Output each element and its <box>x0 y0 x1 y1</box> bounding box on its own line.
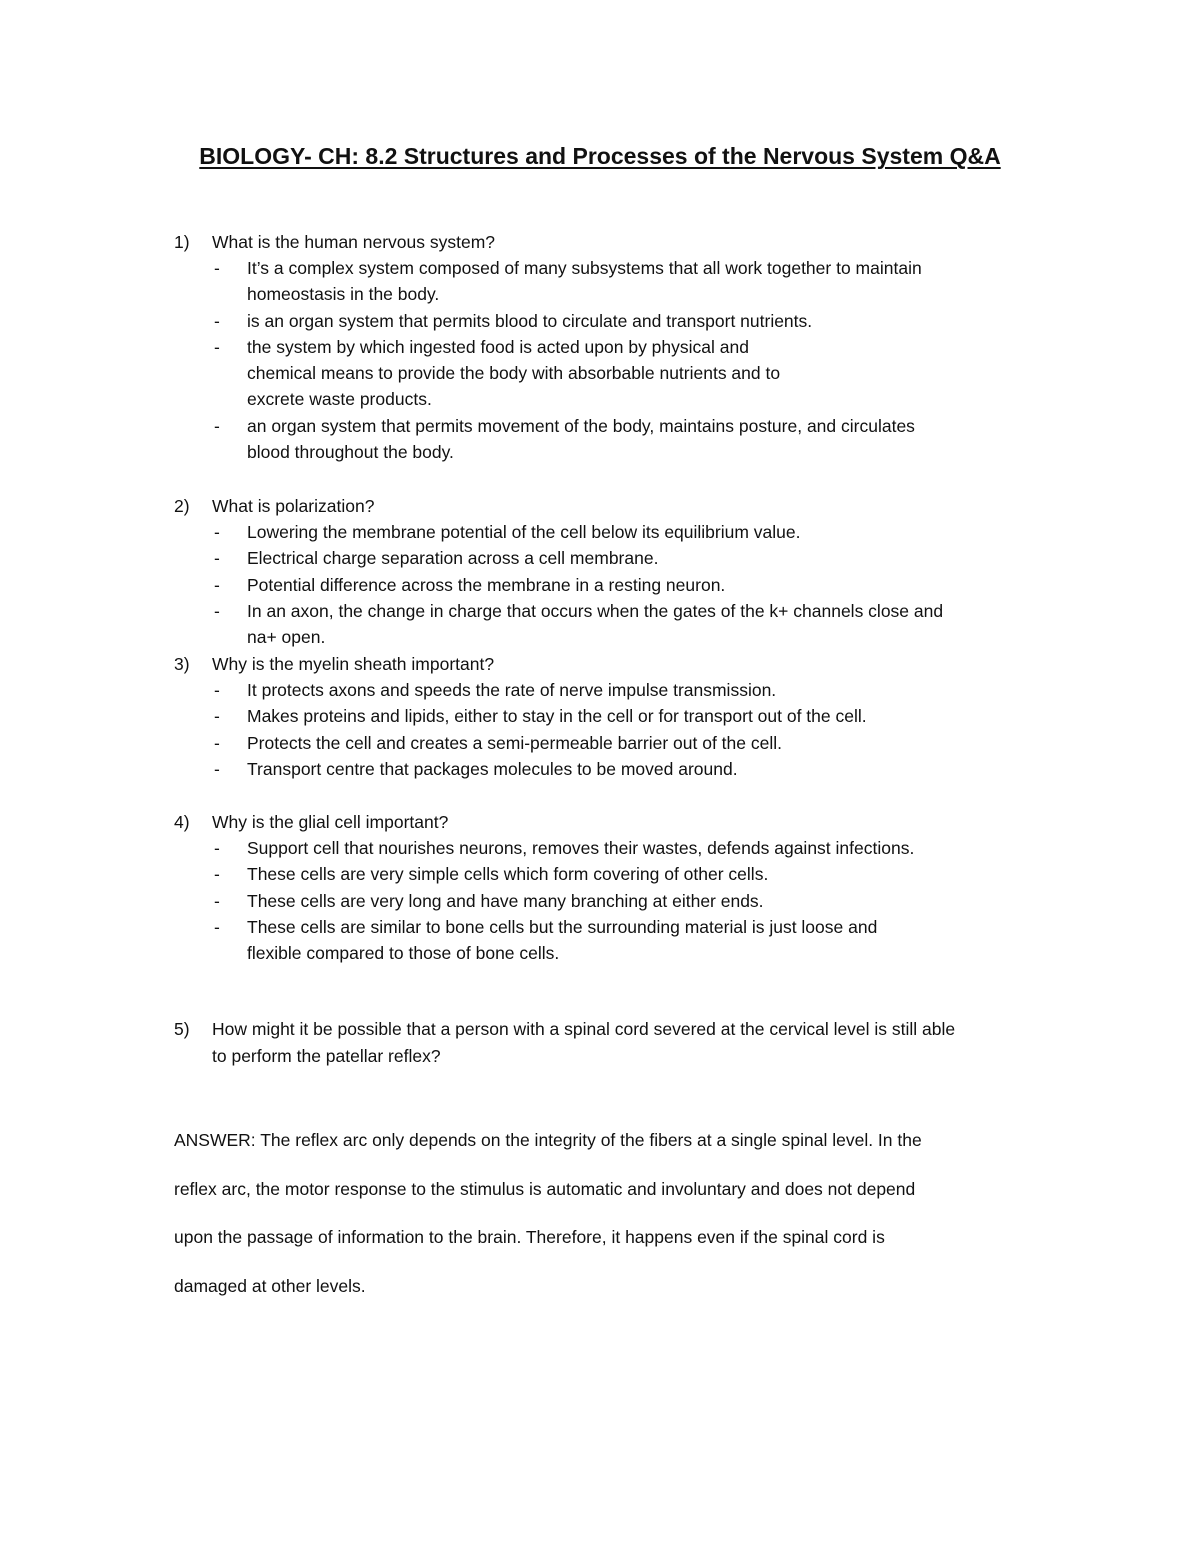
question-text: What is polarization? <box>212 496 375 516</box>
bullet-dash: - <box>214 600 220 621</box>
bullet-dash: - <box>214 522 220 542</box>
question-number: 4) <box>174 812 190 832</box>
answer-text: In an axon, the change in charge that occurs when the gates of the k+ channels close and <box>247 600 944 621</box>
answer-text: blood throughout the body. <box>247 442 454 463</box>
answer-text: Makes proteins and lipids, either to stay in the cell or for transport out of the cell. <box>247 706 867 727</box>
bullet-dash: - <box>214 732 220 753</box>
bullet-dash: - <box>214 864 220 885</box>
answer-text: It’s a complex system composed of many subsystems that all work together to maintain <box>247 258 922 278</box>
answer-option <box>212 519 943 545</box>
answer-line: reflex arc, the motor response to the stimulus is automatic and involuntary and does not depend <box>174 1178 916 1199</box>
answer-text: Electrical charge separation across a cell membrane. <box>247 548 659 569</box>
question-text: Why is the glial cell important? <box>212 812 449 832</box>
answer-option <box>212 545 943 571</box>
answer-paragraph <box>174 1116 1054 1310</box>
page-title: BIOLOGY- CH: 8.2 Structures and Processes of the Nervous System Q&A <box>199 143 1001 169</box>
answer-text: the system by which ingested food is acted upon by physical and <box>247 336 749 357</box>
answer-option <box>212 255 922 308</box>
answer-option <box>212 888 914 914</box>
question-text-line: How might it be possible that a person with a spinal cord severed at the cervical level is still able <box>212 1019 956 1039</box>
bullet-dash: - <box>214 706 220 727</box>
answer-option <box>212 598 943 651</box>
question-number: 2) <box>174 496 190 516</box>
answer-text: It protects axons and speeds the rate of nerve impulse transmission. <box>247 680 777 700</box>
question-text-line: to perform the patellar reflex? <box>212 1046 441 1066</box>
bullet-dash: - <box>214 838 220 858</box>
answer-option <box>212 572 943 598</box>
answer-option <box>212 334 922 413</box>
answer-list <box>212 255 922 465</box>
answer-text: Potential difference across the membrane in a resting neuron. <box>247 574 726 595</box>
answer-text: These cells are very long and have many branching at either ends. <box>247 890 764 911</box>
bullet-dash: - <box>214 415 220 436</box>
answer-option <box>212 835 914 861</box>
bullet-dash: - <box>214 258 220 278</box>
answer-text: excrete waste products. <box>247 389 432 410</box>
answer-option <box>212 756 867 782</box>
bullet-dash: - <box>214 548 220 569</box>
answer-text: These cells are similar to bone cells but the surrounding material is just loose and <box>247 916 878 937</box>
answer-option <box>212 413 922 466</box>
answer-list <box>212 677 867 782</box>
question-number: 1) <box>174 232 190 252</box>
answer-line: ANSWER: The reflex arc only depends on the integrity of the fibers at a single spinal level. In the <box>174 1130 922 1150</box>
bullet-dash: - <box>214 680 220 700</box>
answer-list <box>212 835 914 966</box>
bullet-dash: - <box>214 758 220 779</box>
answer-text: is an organ system that permits blood to circulate and transport nutrients. <box>247 310 813 331</box>
answer-text: Protects the cell and creates a semi-permeable barrier out of the cell. <box>247 732 782 753</box>
answer-text: na+ open. <box>247 627 326 648</box>
question-text <box>212 1016 955 1070</box>
answer-line: upon the passage of information to the brain. Therefore, it happens even if the spinal cord is <box>174 1227 885 1247</box>
answer-option <box>212 861 914 887</box>
answer-text: chemical means to provide the body with absorbable nutrients and to <box>247 363 781 384</box>
bullet-dash: - <box>214 890 220 911</box>
answer-text: Transport centre that packages molecules to be moved around. <box>247 758 738 779</box>
answer-line: damaged at other levels. <box>174 1275 366 1296</box>
answer-option <box>212 308 922 334</box>
question-number: 5) <box>174 1019 190 1039</box>
answer-text: an organ system that permits movement of the body, maintains posture, and circulates <box>247 415 915 436</box>
answer-option <box>212 703 867 729</box>
answer-text: flexible compared to those of bone cells. <box>247 943 560 964</box>
bullet-dash: - <box>214 916 220 937</box>
answer-text: Support cell that nourishes neurons, removes their wastes, defends against infections. <box>247 838 915 858</box>
answer-text: These cells are very simple cells which form covering of other cells. <box>247 864 769 885</box>
bullet-dash: - <box>214 336 220 357</box>
bullet-dash: - <box>214 574 220 595</box>
answer-option <box>212 677 867 703</box>
question-number: 3) <box>174 654 190 674</box>
answer-text: homeostasis in the body. <box>247 284 440 305</box>
question-text: What is the human nervous system? <box>212 232 496 252</box>
answer-option <box>212 914 914 967</box>
answer-list <box>212 519 943 650</box>
bullet-dash: - <box>214 310 220 331</box>
answer-option <box>212 730 867 756</box>
answer-text: Lowering the membrane potential of the cell below its equilibrium value. <box>247 522 801 542</box>
question-text: Why is the myelin sheath important? <box>212 654 495 674</box>
